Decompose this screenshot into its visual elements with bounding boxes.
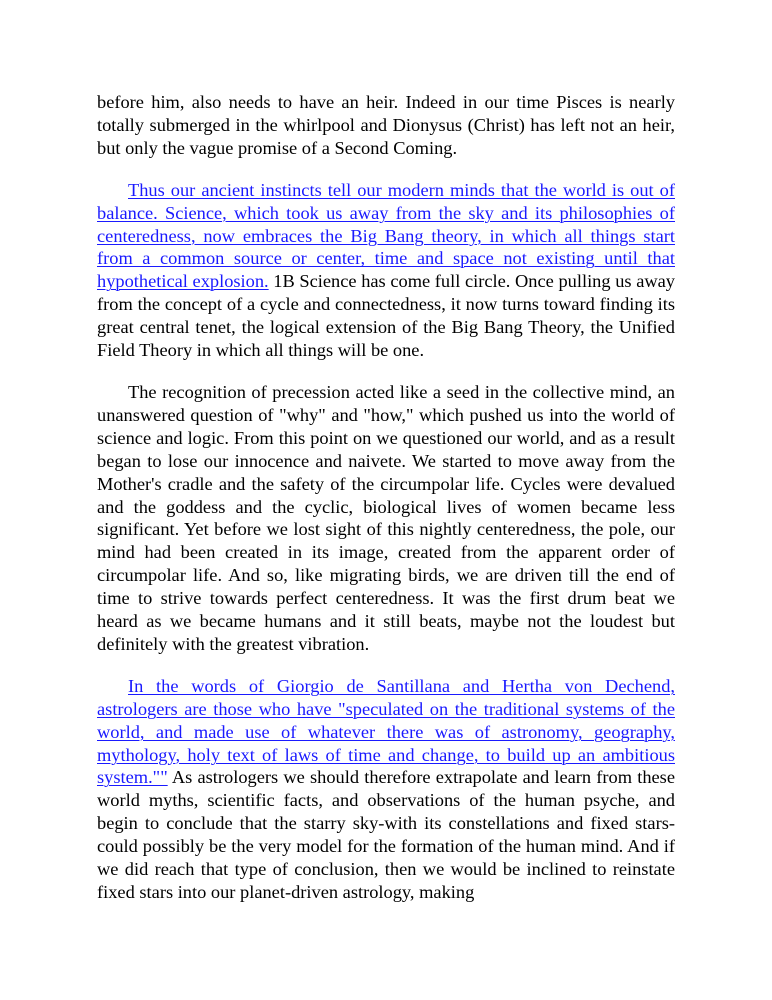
- hyperlink-big-bang[interactable]: Thus our ancient instincts tell our modern minds that the world is out of balance. Science, which took us away from the sky and its philosophies of centeredness, now embraces the Big Bang theory, in which all things start from a common source or center, time and space not existing until that hypothetical explosion.: [97, 179, 675, 292]
- paragraph-text: before him, also needs to have an heir. Indeed in our time Pisces is nearly totally submerged in the whirlpool and Dionysus (Christ) has left not an heir, but only the vague promise of a Second Coming.: [97, 92, 675, 158]
- hyperlink-santillana-quote[interactable]: In the words of Giorgio de Santillana and Hertha von Dechend, astrologers are those who have "speculated on the traditional systems of the world, and made use of whatever there was of astronomy, geography, mythology, holy text of laws of time and change, to build up an ambitious system."": [97, 675, 675, 788]
- paragraph-pisces-heir: [97, 91, 675, 160]
- paragraph-text: As astrologers we should therefore extrapolate and learn from these world myths, scientific facts, and observations of the human psyche, and begin to conclude that the starry sky-with its constellations and fixed stars-could possibly be the very model for the formation of the human mind. And if we did reach that type of conclusion, then we would be inclined to reinstate fixed stars into our planet-driven astrology, making: [97, 767, 675, 902]
- paragraph-precession: [97, 381, 675, 656]
- paragraph-text: The recognition of precession acted like a seed in the collective mind, an unanswered question of "why" and "how," which pushed us into the world of science and logic. From this point on we questioned our world, and as a result began to lose our innocence and naivete. We started to move away from the Mother's cradle and the safety of the circumpolar life. Cycles were devalued and the goddess and the cyclic, biological lives of women became less significant. Yet before we lost sight of this nightly centeredness, the pole, our mind had been created in its image, created from the apparent order of circumpolar life. And so, like migrating birds, we are driven till the end of time to strive towards perfect centeredness. It was the first drum beat we heard as we became humans and it still beats, maybe not the loudest but definitely with the greatest vibration.: [97, 381, 675, 654]
- paragraph-santillana: [97, 675, 675, 904]
- paragraph-big-bang: [97, 179, 675, 362]
- paragraph-text: 1B Science has come full circle. Once pulling us away from the concept of a cycle and connectedness, it now turns toward finding its great central tenet, the logical extension of the Big Bang Theory, the Unified Field Theory in which all things will be one.: [97, 271, 675, 361]
- document-page: [97, 91, 675, 904]
